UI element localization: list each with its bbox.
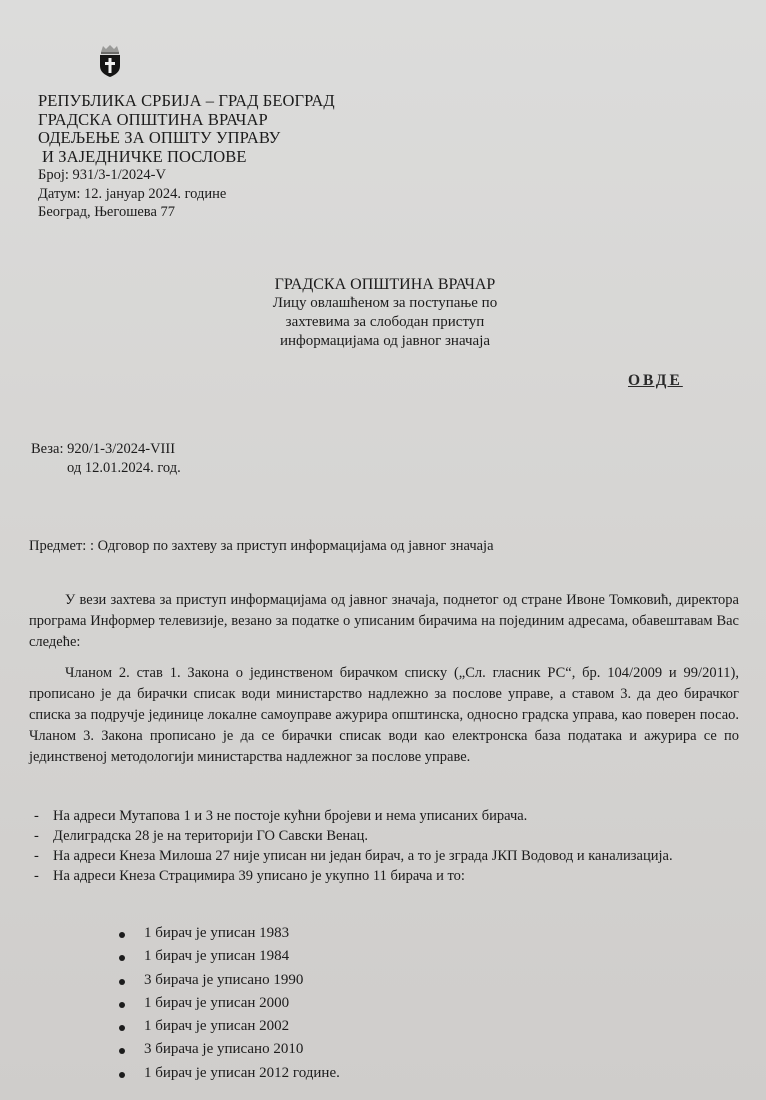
coat-of-arms-icon — [98, 44, 122, 78]
voter-list — [118, 922, 340, 1085]
list-item — [118, 1062, 340, 1085]
recipient-block — [220, 275, 550, 351]
voter-item-text: 1 бирач је уписан 2012 године. — [144, 1064, 340, 1081]
address-item-text: На адреси Мутапова 1 и 3 не постоје кућни бројеви и нема уписаних бирача. — [53, 808, 528, 824]
letterhead-line: РЕПУБЛИКА СРБИЈА – ГРАД БЕОГРАД — [38, 91, 335, 110]
list-item — [29, 866, 741, 886]
bullet-icon — [119, 1002, 125, 1008]
voter-item-text: 1 бирач је уписан 2002 — [144, 1018, 290, 1035]
subject-line: Предмет: : Одговор по захтеву за приступ информацијама од јавног значаја — [29, 538, 494, 554]
list-item — [118, 1015, 340, 1038]
bullet-icon — [119, 979, 125, 985]
dash-marker: - — [34, 828, 39, 844]
letterhead — [38, 92, 335, 222]
list-item — [29, 846, 741, 866]
list-item — [118, 969, 340, 992]
list-item — [29, 826, 741, 846]
intro-paragraph: У вези захтева за приступ информацијама од јавног значаја, поднетог од стране Ивоне Томковић, директора програма Информер телевизије, везано за податке о уписаним бирачима на појединим адресама, обавештавам Вас следеће: — [29, 592, 739, 650]
recipient-line: информацијама од јавног значаја — [279, 333, 491, 349]
address-item-text: Делиградска 28 је на територији ГО Савски Венац. — [53, 828, 369, 844]
voter-item-text: 3 бирача је уписано 1990 — [144, 971, 304, 988]
voter-item-text: 1 бирач је уписан 1984 — [144, 948, 290, 965]
document-number: Број: 931/3-1/2024-V — [38, 167, 166, 183]
reference-block — [31, 440, 181, 478]
letterhead-line: И ЗАЈЕДНИЧКЕ ПОСЛОВЕ — [42, 146, 247, 166]
bullet-icon — [119, 1072, 125, 1078]
list-item — [118, 945, 340, 968]
here-label: ОВДЕ — [628, 372, 683, 389]
recipient-line: Лицу овлашћеном за поступање по — [272, 295, 498, 311]
reference-date: од 12.01.2024. год. — [67, 460, 181, 476]
address-item-text: На адреси Кнеза Милоша 27 није уписан ни један бирач, а то је зграда ЈКП Водовод и канализација. — [53, 848, 673, 864]
bullet-icon — [119, 932, 125, 938]
list-item — [29, 806, 741, 826]
letterhead-line: ОДЕЉЕЊЕ ЗА ОПШТУ УПРАВУ — [38, 128, 281, 147]
list-item — [118, 922, 340, 945]
recipient-line: ГРАДСКА ОПШТИНА ВРАЧАР — [274, 276, 496, 293]
sender-address: Београд, Његошева 77 — [38, 204, 176, 220]
address-item-text: На адреси Кнеза Страцимира 39 уписано је укупно 11 бирача и то: — [53, 868, 465, 884]
address-list — [29, 806, 741, 886]
list-item — [118, 992, 340, 1015]
voter-item-text: 3 бирача је уписано 2010 — [144, 1041, 304, 1058]
list-item — [118, 1038, 340, 1061]
bullet-icon — [119, 955, 125, 961]
recipient-line: захтевима за слободан приступ — [285, 314, 485, 330]
dash-marker: - — [34, 868, 39, 884]
bullet-icon — [119, 1048, 125, 1054]
document-date: Датум: 12. јануар 2024. године — [38, 185, 227, 202]
dash-marker: - — [34, 808, 39, 824]
bullet-icon — [119, 1025, 125, 1031]
voter-item-text: 1 бирач је уписан 2000 — [144, 994, 290, 1011]
dash-marker: - — [34, 848, 39, 864]
reference-number: Веза: 920/1-3/2024-VIII — [31, 441, 176, 457]
letterhead-line: ГРАДСКА ОПШТИНА ВРАЧАР — [38, 109, 268, 129]
law-paragraph: Чланом 2. став 1. Закона о јединственом бирачком списку („Сл. гласник РС“, бр. 104/2009 и 99/2011), прописано је да бирачки списак води министарство надлежно за послове управе, а ставом 3. да део бирачког списка за подручје јединице локалне самоуправе ажурира општинска, односно градска управа, као поверен посао. Чланом 3. Закона прописано је да се бирачки списак води као електронска база података и ажурира се по јединственој методологији министарства надлежног за послове управе. — [29, 665, 739, 765]
voter-item-text: 1 бирач је уписан 1983 — [144, 925, 290, 941]
